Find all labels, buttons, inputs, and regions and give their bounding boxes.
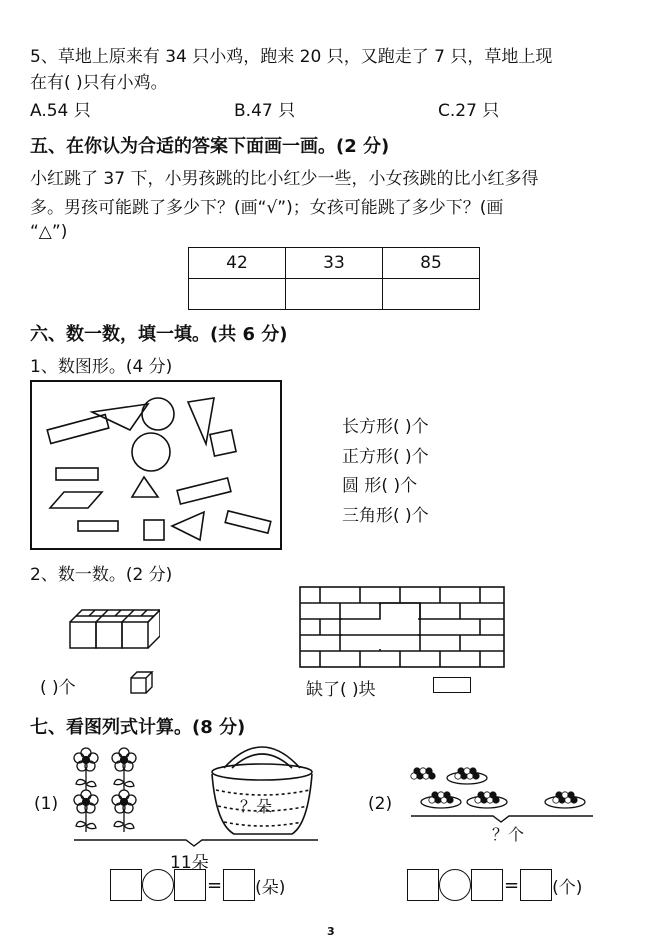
equals-sign: = <box>207 874 223 896</box>
equation-2 <box>407 869 582 901</box>
answer-box[interactable] <box>520 869 552 901</box>
plate-icon <box>421 792 461 808</box>
count-triangle: 三角形( )个 <box>342 506 429 526</box>
problem1-label: (1) <box>34 794 59 814</box>
equals-sign: = <box>504 874 520 896</box>
rectangle-shape <box>78 521 118 531</box>
basket-icon <box>212 747 312 834</box>
circle-shape <box>142 398 174 430</box>
section5-line2: 多。男孩可能跳了多少下？(画“√”)；女孩可能跳了多少下？(画 <box>30 198 504 218</box>
square-shape <box>210 430 236 456</box>
basket-unknown-text: ？朵 <box>240 797 273 816</box>
table-answer-cell[interactable] <box>286 279 383 310</box>
count-circle: 圆 形( )个 <box>342 476 418 496</box>
plate-icon <box>545 792 585 808</box>
problem2-label: (2) <box>368 794 393 814</box>
table-answer-cell[interactable] <box>189 279 286 310</box>
rectangle-shape <box>56 468 98 480</box>
table-cell-value: 42 <box>189 248 286 279</box>
rectangle-shape <box>177 478 231 504</box>
answer-box[interactable] <box>174 869 206 901</box>
parallelogram-shape <box>50 492 102 508</box>
plate-icon <box>447 768 487 784</box>
flower-icon <box>74 748 98 790</box>
triangle-shape <box>172 512 204 540</box>
q5-line2: 在有( )只有小鸡。 <box>30 73 168 93</box>
unit-label: (朵) <box>255 877 286 898</box>
cube-answer: ( )个 <box>40 678 76 698</box>
triangle-shape <box>132 477 158 497</box>
flowers-basket-figure <box>66 740 328 850</box>
equation-1 <box>110 869 285 901</box>
rectangle-shape <box>225 511 271 533</box>
answer-table <box>188 247 480 310</box>
rectangle-shape <box>47 414 109 443</box>
grape-pile-icon <box>411 768 435 779</box>
answer-box[interactable] <box>110 869 142 901</box>
q5-line1: 5、草地上原来有 34 只小鸡，跑来 20 只，又跑走了 7 只，草地上现 <box>30 47 553 67</box>
flower-icon <box>112 790 136 832</box>
answer-box[interactable] <box>471 869 503 901</box>
table-answer-cell[interactable] <box>383 279 480 310</box>
table-cell-value: 85 <box>383 248 480 279</box>
cube-icon <box>130 671 154 695</box>
cube-stack-figure <box>68 602 160 652</box>
section5-line3: “△”) <box>30 222 68 242</box>
q5-option-a: A.54 只 <box>30 101 91 121</box>
q5-option-b: B.47 只 <box>234 101 296 121</box>
section7-heading: 七、看图列式计算。(8 分) <box>30 717 246 738</box>
operator-circle[interactable] <box>142 869 174 901</box>
shapes-figure <box>30 380 282 550</box>
section6-sub2: 2、数一数。(2 分) <box>30 565 173 585</box>
square-shape <box>144 520 164 540</box>
plate-icon <box>467 792 507 808</box>
flower-icon <box>112 748 136 790</box>
triangle-shape <box>92 404 148 430</box>
section5-heading: 五、在你认为合适的答案下面画一画。(2 分) <box>30 136 390 157</box>
count-rectangle: 长方形( )个 <box>342 417 429 437</box>
count-square: 正方形( )个 <box>342 447 429 467</box>
answer-box[interactable] <box>223 869 255 901</box>
answer-box[interactable] <box>407 869 439 901</box>
plates-figure <box>405 764 605 824</box>
section6-sub1: 1、数图形。(4 分) <box>30 357 173 377</box>
shapes-frame <box>31 381 281 549</box>
flower-icon <box>74 790 98 832</box>
table-cell-value: 33 <box>286 248 383 279</box>
section6-heading: 六、数一数，填一填。(共 6 分) <box>30 324 288 345</box>
brick-answer: 缺了( )块 <box>306 680 376 700</box>
circle-shape <box>132 433 170 471</box>
total-brace <box>74 840 318 846</box>
operator-circle[interactable] <box>439 869 471 901</box>
page-number: 3 <box>327 925 335 938</box>
section5-line1: 小红跳了 37 下，小男孩跳的比小红少一些，小女孩跳的比小红多得 <box>30 169 539 189</box>
brick-wall-figure <box>298 585 506 669</box>
q5-option-c: C.27 只 <box>438 101 500 121</box>
unit-label: (个) <box>552 877 583 898</box>
brick-icon <box>433 677 471 693</box>
total-flowers-text: 11朵 <box>170 853 209 873</box>
unknown-count-text: ？个 <box>492 825 525 844</box>
